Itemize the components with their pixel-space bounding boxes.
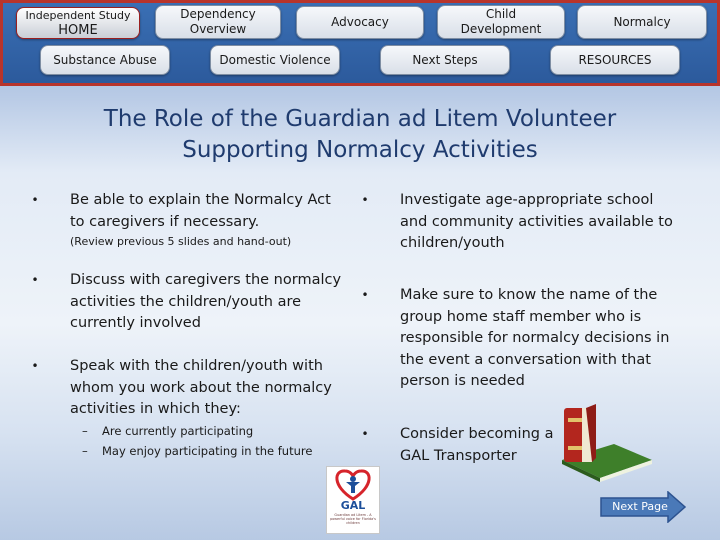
bullet: •	[31, 193, 39, 207]
left-item-2-text: Discuss with caregivers the normalcy activities the children/youth are currently involved	[70, 272, 342, 331]
nav-advocacy-label: Advocacy	[331, 15, 389, 29]
nav-child-development-label: Child Development	[460, 7, 542, 36]
nav-substance-label: Substance Abuse	[53, 52, 157, 67]
dash: –	[82, 424, 88, 438]
right-item-3-text: Consider becoming a GAL Transporter	[400, 426, 554, 464]
heart-figure-icon	[328, 468, 378, 502]
books-icon	[556, 402, 654, 482]
nav-home-subtitle: Independent Study	[25, 9, 131, 22]
nav-home-button[interactable]	[16, 7, 140, 39]
bullet: •	[361, 193, 369, 207]
nav-normalcy-button[interactable]	[577, 5, 707, 39]
left-sub-item-1-text: Are currently participating	[102, 424, 254, 438]
nav-dependency-overview-button[interactable]	[155, 5, 281, 39]
bullet: •	[361, 427, 369, 441]
gal-logo-tagline: Guardian ad Litem - A powerful voice for Florida's children	[330, 513, 376, 525]
nav-domestic-label: Domestic Violence	[219, 52, 331, 67]
right-item-1-text: Investigate age-appropriate school and community activities available to children/youth	[400, 192, 673, 251]
nav-child-development-button[interactable]	[437, 5, 565, 39]
page-title	[60, 104, 660, 166]
nav-dependency-label: Dependency Overview	[180, 7, 256, 36]
nav-advocacy-button[interactable]	[296, 6, 424, 39]
nav-domestic-violence-button[interactable]	[210, 45, 340, 75]
left-item-3-text: Speak with the children/youth with whom you work about the normalcy activities in which they:	[70, 358, 332, 417]
next-page-button[interactable]	[600, 491, 686, 523]
title-line-1: The Role of the Guardian ad Litem Volunteer	[103, 106, 617, 132]
next-page-label: Next Page	[612, 500, 668, 513]
left-sub-item-2-text: May enjoy participating in the future	[102, 444, 313, 458]
bullet: •	[31, 273, 39, 287]
nav-next-steps-button[interactable]	[380, 45, 510, 75]
nav-next-steps-label: Next Steps	[412, 52, 478, 67]
bullet: •	[31, 359, 39, 373]
bullet: •	[361, 288, 369, 302]
left-column	[28, 190, 348, 480]
right-item-2-text: Make sure to know the name of the group home staff member who is responsible for normalcy decisions in the event a conversation with that person is needed	[400, 287, 670, 389]
dash: –	[82, 444, 88, 458]
gal-logo	[326, 466, 380, 534]
nav-substance-abuse-button[interactable]	[40, 45, 170, 75]
title-line-2: Supporting Normalcy Activities	[182, 137, 538, 163]
left-item-1-note: (Review previous 5 slides and hand-out)	[70, 235, 292, 248]
nav-normalcy-label: Normalcy	[613, 14, 671, 29]
nav-home-label: HOME	[58, 23, 98, 38]
left-item-1-text: Be able to explain the Normalcy Act to caregivers if necessary.	[70, 192, 331, 230]
nav-resources-label: RESOURCES	[578, 52, 652, 67]
nav-resources-button[interactable]	[550, 45, 680, 75]
gal-logo-text: GAL	[340, 499, 366, 512]
